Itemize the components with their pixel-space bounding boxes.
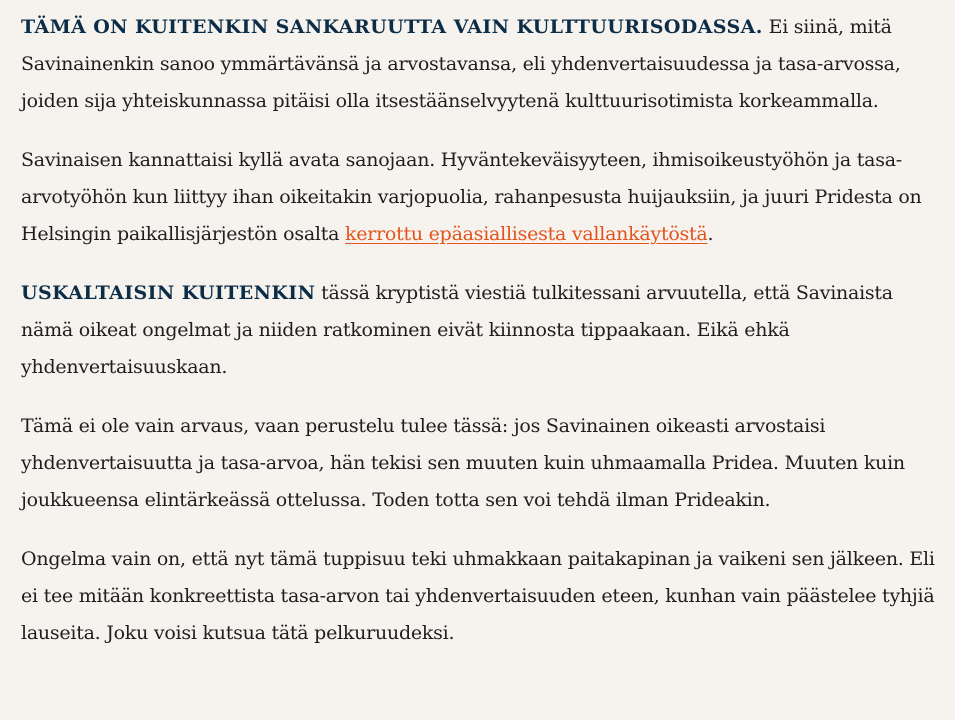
paragraph-text-1: Ei siinä, mitä Savinainenkin sanoo ymmärtävänsä ja arvostavansa, eli yhdenvertaisuudessa ja tasa-arvossa, joiden sija yhteiskunnassa pitäisi olla itsestäänselvyytenä kulttuurisotimista korkeammalla. [21,16,901,112]
paragraph-2 [21,142,941,253]
article-body [21,9,941,674]
paragraph-lead-1: TÄMÄ ON KUITENKIN SANKARUUTTA VAIN KULTTUURISODASSA. [21,16,763,38]
paragraph-5 [21,541,941,652]
paragraph-3 [21,275,941,386]
paragraph-text-4: Tämä ei ole vain arvaus, vaan perustelu tulee tässä: jos Savinainen oikeasti arvostaisi yhdenvertaisuutta ja tasa-arvoa, hän tekisi sen muuten kuin uhmaamalla Pridea. Muuten kuin joukkueensa elintärkeässä ottelussa. Toden totta sen voi tehdä ilman Prideakin. [21,415,905,511]
paragraph-text-2-end: . [707,223,714,245]
abuse-of-power-link[interactable]: kerrottu epäasiallisesta vallankäytöstä [345,223,708,245]
paragraph-text-5: Ongelma vain on, että nyt tämä tuppisuu teki uhmakkaan paitakapinan ja vaikeni sen jälkeen. Eli ei tee mitään konkreettista tasa-arvon tai yhdenvertaisuuden eteen, kunhan vain päästelee tyhjiä lauseita. Joku voisi kutsua tätä pelkuruudeksi. [21,548,935,644]
paragraph-lead-3: USKALTAISIN KUITENKIN [21,282,316,304]
paragraph-text-3: tässä kryptistä viestiä tulkitessani arvuutella, että Savinaista nämä oikeat ongelmat ja niiden ratkominen eivät kiinnosta tippaakaan. Eikä ehkä yhdenvertaisuuskaan. [21,282,893,378]
paragraph-text-2: Savinaisen kannattaisi kyllä avata sanojaan. Hyväntekeväisyyteen, ihmisoikeustyöhön ja tasa-arvotyöhön kun liittyy ihan oikeitakin varjopuolia, rahanpesusta huijauksiin, ja juuri Pridesta on Helsingin paikallisjärjestön osalta [21,149,922,245]
paragraph-4 [21,408,941,519]
paragraph-1 [21,9,941,120]
